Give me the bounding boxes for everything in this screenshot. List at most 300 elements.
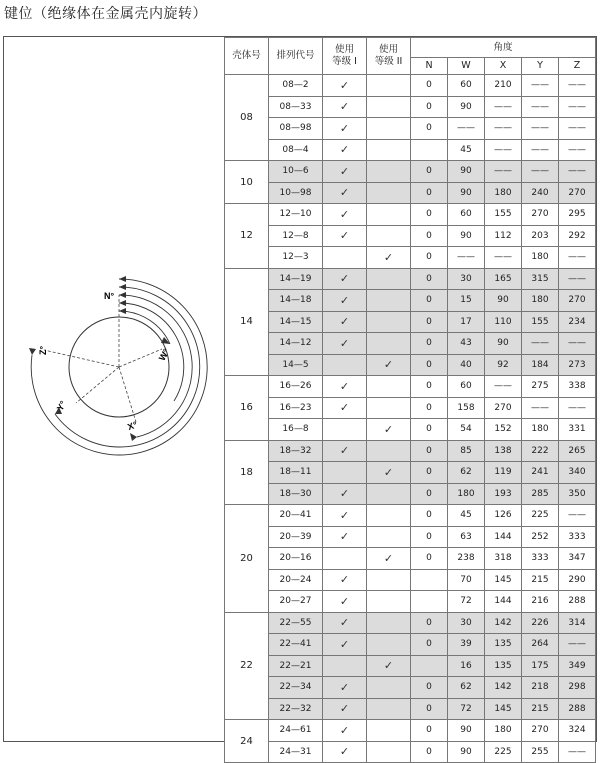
table-row — [225, 720, 596, 742]
level1-cell — [323, 290, 367, 312]
arrangement-code-cell: 14—19 — [269, 268, 323, 290]
arrangement-code-cell: 16—26 — [269, 376, 323, 398]
label-n: N° — [104, 291, 115, 301]
angle-n-cell: 0 — [411, 182, 448, 204]
table-row — [225, 419, 596, 441]
angle-z-cell: —— — [559, 75, 596, 97]
level2-cell — [367, 462, 411, 484]
level1-cell — [323, 376, 367, 398]
angle-x-cell: 92 — [485, 354, 522, 376]
check-icon: ✓ — [383, 250, 394, 264]
level1-cell — [323, 75, 367, 97]
check-icon: ✓ — [339, 723, 350, 737]
level2-cell — [367, 161, 411, 183]
angle-w-cell: 30 — [448, 268, 485, 290]
header-code: 排列代号 — [269, 38, 323, 75]
check-icon: ✓ — [383, 465, 394, 479]
level1-cell — [323, 118, 367, 140]
level2-cell — [367, 440, 411, 462]
level1-cell — [323, 419, 367, 441]
angle-y-cell: 285 — [522, 483, 559, 505]
angle-y-cell: 226 — [522, 612, 559, 634]
angle-w-cell: 60 — [448, 204, 485, 226]
angle-y-cell: 203 — [522, 225, 559, 247]
angle-w-cell: 15 — [448, 290, 485, 312]
angle-w-cell: 63 — [448, 526, 485, 548]
level2-cell — [367, 225, 411, 247]
shell-number-cell: 22 — [225, 612, 269, 720]
angle-n-cell: 0 — [411, 225, 448, 247]
angle-y-cell: 216 — [522, 591, 559, 613]
arrangement-code-cell: 14—15 — [269, 311, 323, 333]
table-row — [225, 612, 596, 634]
angle-x-cell: 152 — [485, 419, 522, 441]
level1-cell — [323, 634, 367, 656]
angle-z-cell: —— — [559, 96, 596, 118]
angle-z-cell: —— — [559, 139, 596, 161]
table-row — [225, 247, 596, 269]
angle-w-cell: 40 — [448, 354, 485, 376]
check-icon: ✓ — [339, 100, 350, 114]
level1-cell — [323, 591, 367, 613]
level2-cell — [367, 741, 411, 763]
check-icon: ✓ — [339, 573, 350, 587]
angle-w-cell: 45 — [448, 139, 485, 161]
angle-y-cell: 222 — [522, 440, 559, 462]
arrangement-code-cell: 14—5 — [269, 354, 323, 376]
level2-cell — [367, 268, 411, 290]
check-icon: ✓ — [339, 401, 350, 415]
arrangement-code-cell: 18—32 — [269, 440, 323, 462]
angle-w-cell: 72 — [448, 591, 485, 613]
level2-cell — [367, 634, 411, 656]
angle-z-cell: —— — [559, 333, 596, 355]
table-row — [225, 182, 596, 204]
shell-number-cell: 12 — [225, 204, 269, 269]
table-row — [225, 161, 596, 183]
angle-x-cell: 110 — [485, 311, 522, 333]
check-icon: ✓ — [339, 207, 350, 221]
arrangement-code-cell: 10—98 — [269, 182, 323, 204]
level2-cell — [367, 333, 411, 355]
table-row — [225, 440, 596, 462]
level1-cell — [323, 354, 367, 376]
shell-number-cell: 18 — [225, 440, 269, 505]
angle-y-cell: 315 — [522, 268, 559, 290]
level1-cell — [323, 333, 367, 355]
arrangement-code-cell: 22—21 — [269, 655, 323, 677]
angle-z-cell: 270 — [559, 290, 596, 312]
table-row — [225, 526, 596, 548]
angle-z-cell: —— — [559, 505, 596, 527]
arrangement-code-cell: 08—4 — [269, 139, 323, 161]
angle-y-cell: 155 — [522, 311, 559, 333]
angle-w-cell: 90 — [448, 225, 485, 247]
angle-z-cell: 295 — [559, 204, 596, 226]
angle-w-cell: 90 — [448, 96, 485, 118]
angle-z-cell: —— — [559, 397, 596, 419]
angle-y-cell: 240 — [522, 182, 559, 204]
check-icon: ✓ — [339, 745, 350, 759]
level1-cell — [323, 161, 367, 183]
angle-n-cell: 0 — [411, 333, 448, 355]
angle-x-cell: 180 — [485, 720, 522, 742]
arrangement-code-cell: 22—34 — [269, 677, 323, 699]
angle-w-cell: —— — [448, 247, 485, 269]
table-row — [225, 505, 596, 527]
angle-x-cell: 145 — [485, 569, 522, 591]
angle-x-cell: 165 — [485, 268, 522, 290]
angle-x-cell: 144 — [485, 526, 522, 548]
angle-y-cell: 255 — [522, 741, 559, 763]
angle-y-cell: 264 — [522, 634, 559, 656]
angle-y-cell: —— — [522, 397, 559, 419]
angle-z-cell: 270 — [559, 182, 596, 204]
angle-y-cell: —— — [522, 139, 559, 161]
label-y: Y° — [54, 399, 69, 413]
table-row — [225, 204, 596, 226]
level2-cell — [367, 677, 411, 699]
content-frame — [3, 36, 597, 759]
angle-n-cell: 0 — [411, 247, 448, 269]
angle-z-cell: 333 — [559, 526, 596, 548]
check-icon: ✓ — [383, 659, 394, 673]
level1-cell — [323, 483, 367, 505]
angle-z-cell: 350 — [559, 483, 596, 505]
key-position-diagram — [4, 37, 224, 741]
check-icon: ✓ — [383, 551, 394, 565]
angle-z-cell: 298 — [559, 677, 596, 699]
level1-cell — [323, 569, 367, 591]
header-y: Y — [522, 58, 559, 75]
angle-y-cell: —— — [522, 75, 559, 97]
shell-number-cell: 10 — [225, 161, 269, 204]
angle-z-cell: 347 — [559, 548, 596, 570]
angle-w-cell: 60 — [448, 75, 485, 97]
check-icon: ✓ — [339, 637, 350, 651]
arrangement-code-cell: 20—41 — [269, 505, 323, 527]
arrangement-code-cell: 20—16 — [269, 548, 323, 570]
angle-w-cell: 90 — [448, 161, 485, 183]
table-row — [225, 311, 596, 333]
level1-cell — [323, 96, 367, 118]
arrangement-code-cell: 24—61 — [269, 720, 323, 742]
level1-cell — [323, 526, 367, 548]
arrangement-code-cell: 24—31 — [269, 741, 323, 763]
arrangement-code-cell: 16—8 — [269, 419, 323, 441]
angle-n-cell — [411, 655, 448, 677]
table-row — [225, 268, 596, 290]
angle-n-cell: 0 — [411, 96, 448, 118]
level1-cell — [323, 505, 367, 527]
angle-z-cell: —— — [559, 161, 596, 183]
check-icon: ✓ — [339, 186, 350, 200]
header-angle: 角度 — [411, 38, 596, 58]
header-z: Z — [559, 58, 596, 75]
angle-x-cell: 145 — [485, 698, 522, 720]
angle-w-cell: 85 — [448, 440, 485, 462]
level2-cell — [367, 526, 411, 548]
label-z: Z° — [38, 345, 48, 355]
level2-cell — [367, 591, 411, 613]
angle-z-cell: —— — [559, 247, 596, 269]
angle-w-cell: 238 — [448, 548, 485, 570]
table-row — [225, 569, 596, 591]
angle-n-cell: 0 — [411, 462, 448, 484]
table-row — [225, 741, 596, 763]
angle-x-cell: 180 — [485, 182, 522, 204]
angle-y-cell: —— — [522, 118, 559, 140]
angle-z-cell: —— — [559, 268, 596, 290]
check-icon: ✓ — [339, 487, 350, 501]
check-icon: ✓ — [339, 121, 350, 135]
header-level2-top: 使用 — [378, 44, 398, 55]
arrangement-code-cell: 12—3 — [269, 247, 323, 269]
angle-x-cell: 142 — [485, 677, 522, 699]
level2-cell — [367, 247, 411, 269]
angle-w-cell: 43 — [448, 333, 485, 355]
check-icon: ✓ — [339, 143, 350, 157]
label-w: W° — [156, 346, 172, 363]
arrangement-code-cell: 20—24 — [269, 569, 323, 591]
angle-z-cell: 292 — [559, 225, 596, 247]
angle-n-cell — [411, 139, 448, 161]
angle-y-cell: 241 — [522, 462, 559, 484]
header-level1-bottom: 等级 I — [332, 56, 357, 67]
level1-cell — [323, 612, 367, 634]
table-row — [225, 591, 596, 613]
angle-z-cell: 340 — [559, 462, 596, 484]
angle-w-cell: 45 — [448, 505, 485, 527]
arrangement-code-cell: 08—98 — [269, 118, 323, 140]
level1-cell — [323, 720, 367, 742]
level2-cell — [367, 720, 411, 742]
table-row — [225, 655, 596, 677]
header-w: W — [448, 58, 485, 75]
angle-w-cell: 60 — [448, 376, 485, 398]
header-level2 — [367, 38, 411, 75]
level1-cell — [323, 548, 367, 570]
level2-cell — [367, 376, 411, 398]
level1-cell — [323, 247, 367, 269]
arrangement-code-cell: 08—2 — [269, 75, 323, 97]
angle-x-cell: —— — [485, 139, 522, 161]
angle-n-cell: 0 — [411, 419, 448, 441]
shell-number-cell: 20 — [225, 505, 269, 613]
angle-x-cell: 142 — [485, 612, 522, 634]
level1-cell — [323, 741, 367, 763]
angle-y-cell: 215 — [522, 569, 559, 591]
angle-n-cell: 0 — [411, 440, 448, 462]
angle-x-cell: 144 — [485, 591, 522, 613]
level2-cell — [367, 182, 411, 204]
angle-z-cell: 338 — [559, 376, 596, 398]
table-row — [225, 225, 596, 247]
header-n: N — [411, 58, 448, 75]
angle-w-cell: 62 — [448, 462, 485, 484]
check-icon: ✓ — [339, 272, 350, 286]
angle-y-cell: 275 — [522, 376, 559, 398]
angle-x-cell: 112 — [485, 225, 522, 247]
level1-cell — [323, 204, 367, 226]
angle-z-cell: 273 — [559, 354, 596, 376]
table-row — [225, 354, 596, 376]
angle-n-cell: 0 — [411, 75, 448, 97]
angle-z-cell: 324 — [559, 720, 596, 742]
check-icon: ✓ — [339, 702, 350, 716]
arrangement-code-cell: 14—18 — [269, 290, 323, 312]
angle-z-cell: 290 — [559, 569, 596, 591]
table-row — [225, 548, 596, 570]
angle-y-cell: 175 — [522, 655, 559, 677]
angle-x-cell: 126 — [485, 505, 522, 527]
table-row — [225, 483, 596, 505]
angle-n-cell: 0 — [411, 376, 448, 398]
angle-n-cell: 0 — [411, 397, 448, 419]
level1-cell — [323, 139, 367, 161]
angle-y-cell: 218 — [522, 677, 559, 699]
level2-cell — [367, 311, 411, 333]
angle-w-cell: 54 — [448, 419, 485, 441]
angle-y-cell: 184 — [522, 354, 559, 376]
angle-x-cell: 318 — [485, 548, 522, 570]
angle-w-cell: —— — [448, 118, 485, 140]
check-icon: ✓ — [339, 508, 350, 522]
table-row — [225, 139, 596, 161]
check-icon: ✓ — [339, 336, 350, 350]
level2-cell — [367, 96, 411, 118]
level1-cell — [323, 462, 367, 484]
angle-n-cell: 0 — [411, 354, 448, 376]
angle-w-cell: 90 — [448, 182, 485, 204]
level2-cell — [367, 612, 411, 634]
level2-cell — [367, 354, 411, 376]
key-position-table — [224, 37, 596, 763]
angle-n-cell: 0 — [411, 311, 448, 333]
table-row — [225, 462, 596, 484]
level1-cell — [323, 677, 367, 699]
angle-w-cell: 17 — [448, 311, 485, 333]
angle-y-cell: 333 — [522, 548, 559, 570]
angle-n-cell: 0 — [411, 720, 448, 742]
table-row — [225, 397, 596, 419]
shell-number-cell: 16 — [225, 376, 269, 441]
table-body — [225, 75, 596, 763]
angle-n-cell: 0 — [411, 161, 448, 183]
angle-x-cell: 135 — [485, 634, 522, 656]
table-row — [225, 698, 596, 720]
label-x: X° — [126, 419, 139, 433]
angle-w-cell: 39 — [448, 634, 485, 656]
angle-z-cell: 234 — [559, 311, 596, 333]
table-row — [225, 96, 596, 118]
angle-y-cell: 180 — [522, 290, 559, 312]
angle-y-cell: 270 — [522, 204, 559, 226]
angle-n-cell: 0 — [411, 268, 448, 290]
angle-w-cell: 158 — [448, 397, 485, 419]
level1-cell — [323, 397, 367, 419]
angle-x-cell: 210 — [485, 75, 522, 97]
level2-cell — [367, 548, 411, 570]
level2-cell — [367, 655, 411, 677]
angle-n-cell: 0 — [411, 204, 448, 226]
arrangement-code-cell: 12—10 — [269, 204, 323, 226]
angle-w-cell: 16 — [448, 655, 485, 677]
check-icon: ✓ — [339, 78, 350, 92]
angle-y-cell: 225 — [522, 505, 559, 527]
header-x: X — [485, 58, 522, 75]
level2-cell — [367, 569, 411, 591]
angle-n-cell: 0 — [411, 698, 448, 720]
level2-cell — [367, 204, 411, 226]
angle-y-cell: 215 — [522, 698, 559, 720]
angle-n-cell: 0 — [411, 505, 448, 527]
header-level1 — [323, 38, 367, 75]
angle-y-cell: —— — [522, 333, 559, 355]
angle-x-cell: 90 — [485, 333, 522, 355]
angle-w-cell: 70 — [448, 569, 485, 591]
arrangement-code-cell: 20—27 — [269, 591, 323, 613]
angle-n-cell — [411, 591, 448, 613]
check-icon: ✓ — [339, 379, 350, 393]
arrangement-code-cell: 22—55 — [269, 612, 323, 634]
check-icon: ✓ — [339, 680, 350, 694]
arrangement-code-cell: 18—30 — [269, 483, 323, 505]
angle-x-cell: —— — [485, 118, 522, 140]
angle-x-cell: —— — [485, 96, 522, 118]
check-icon: ✓ — [339, 444, 350, 458]
angle-x-cell: 135 — [485, 655, 522, 677]
level1-cell — [323, 440, 367, 462]
level1-cell — [323, 655, 367, 677]
angle-n-cell — [411, 569, 448, 591]
table-row — [225, 634, 596, 656]
level2-cell — [367, 75, 411, 97]
angle-w-cell: 90 — [448, 720, 485, 742]
level2-cell — [367, 483, 411, 505]
level1-cell — [323, 698, 367, 720]
arrangement-code-cell: 22—41 — [269, 634, 323, 656]
table-row — [225, 376, 596, 398]
check-icon: ✓ — [383, 422, 394, 436]
angle-y-cell: 180 — [522, 419, 559, 441]
angle-x-cell: 193 — [485, 483, 522, 505]
angle-n-cell: 0 — [411, 548, 448, 570]
arrangement-code-cell: 08—33 — [269, 96, 323, 118]
shell-number-cell: 08 — [225, 75, 269, 161]
arrangement-code-cell: 12—8 — [269, 225, 323, 247]
angle-x-cell: 225 — [485, 741, 522, 763]
level1-cell — [323, 225, 367, 247]
angle-n-cell: 0 — [411, 526, 448, 548]
table-row — [225, 290, 596, 312]
angle-x-cell: 138 — [485, 440, 522, 462]
angle-n-cell: 0 — [411, 612, 448, 634]
angle-z-cell: 331 — [559, 419, 596, 441]
level2-cell — [367, 290, 411, 312]
check-icon: ✓ — [339, 293, 350, 307]
table-row — [225, 118, 596, 140]
level1-cell — [323, 268, 367, 290]
arrangement-code-cell: 14—12 — [269, 333, 323, 355]
level1-cell — [323, 311, 367, 333]
angle-z-cell: 265 — [559, 440, 596, 462]
angle-w-cell: 180 — [448, 483, 485, 505]
angle-n-cell: 0 — [411, 741, 448, 763]
angle-w-cell: 30 — [448, 612, 485, 634]
check-icon: ✓ — [339, 229, 350, 243]
check-icon: ✓ — [383, 358, 394, 372]
